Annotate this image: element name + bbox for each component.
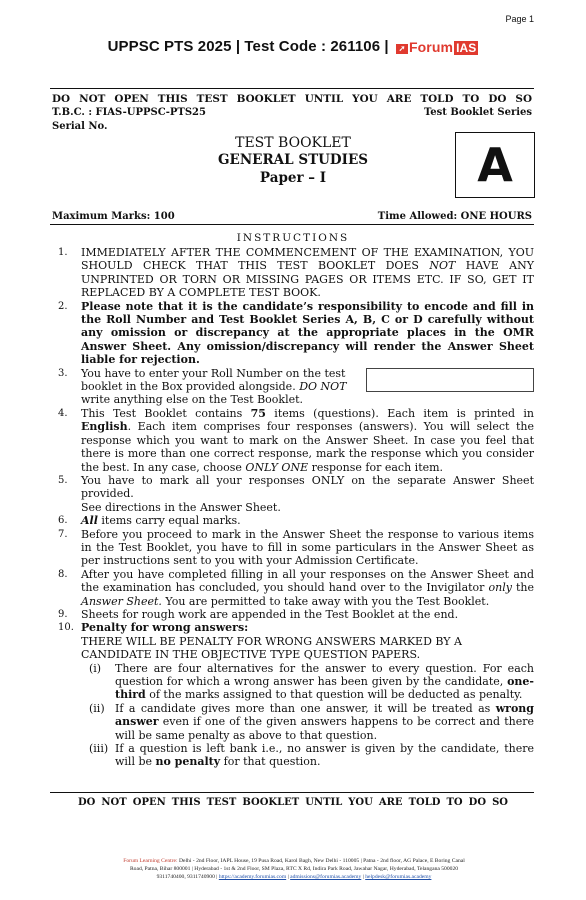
page-number: Page 1 [505,14,534,24]
instruction-7: 7. Before you proceed to mark in the Answer Sheet the response to various items in the Test Booklet, you have to fill in some particulars in the Answer Sheet as per instructions sent to you with your Admission Certificate. [58,527,534,568]
forumias-logo: ➚ Forum IAS [396,39,478,56]
instruction-3: 3. You have to enter your Roll Number on the test booklet in the Box provided alongside. DO NOT write anything else on the Test Booklet. [52,367,534,407]
penalty-rule-1: (i) There are four alternatives for the answer to every question. For each question for which a wrong answer has been given by the candidate, one-third of the marks assigned to that question will be deducted as penalty. [89,661,534,702]
mid-rule [50,224,534,225]
penalty-rule-3: (iii) If a question is left bank i.e., no answer is given by the candidate, there will be no penalty for that question. [89,742,534,769]
instructions-heading: INSTRUCTIONS [236,232,350,244]
instruction-1: 1. IMMEDIATELY AFTER THE COMMENCEMENT OF THE EXAMINATION, YOU SHOULD CHECK THAT THIS TEST BOOKLET DOES NOT HAVE ANY UNPRINTED OR TORN OR MISSING PAGES OR ITEMS ETC. IF SO, GET IT REPLACED BY A COMPLETE TEST BOOK. [58,246,534,300]
tbc-code: T.B.C. : FIAS-UPPSC-PTS25 [52,107,206,118]
serial-number: Serial No. [52,121,108,132]
page-header [0,38,586,56]
booklet-title: TEST BOOKLET [235,135,351,151]
series-box: A [455,132,535,198]
footer-centre-label: Forum Learning Centre: [123,858,178,864]
warning-top: DO NOT OPEN THIS TEST BOOKLET UNTIL YOU ARE TOLD TO DO SO [52,93,532,105]
roll-number-box [366,368,534,392]
arrow-icon: ➚ [396,44,408,54]
instruction-10: 10. Penalty for wrong answers: THERE WILL BE PENALTY FOR WRONG ANSWERS MARKED BY A CANDIDATE IN THE OBJECTIVE TYPE QUESTION PAPERS. (i) There are four alternatives for the answer to every question. For each question for which a wrong answer has been given by the candidate, one-third of the marks assigned to that question will be deducted as penalty. (ii) If a candidate gives more than one answer, it will be treated as wrong answer even if one of the given answers happens to be correct and there will be same penalty as above to that question. (iii) If a question is left bank i.e., no answer is given by the candidate, there will be no penalty for that question. [58,621,534,769]
booklet-subject: GENERAL STUDIES [218,152,368,168]
max-marks: Maximum Marks: 100 [52,211,175,222]
instruction-5: 5. You have to mark all your responses ONLY on the separate Answer Sheet provided. See directions in the Answer Sheet. [58,473,534,514]
booklet-paper: Paper – I [259,170,327,186]
instructions-list [52,246,534,769]
top-rule [50,88,534,89]
instruction-4: 4. This Test Booklet contains 75 items (questions). Each item is printed in English. Each item comprises four responses (answers). You will select the response which you want to mark on the Answer Sheet. In case you feel that there is more than one correct response, mark the response which you consider the best. In any case, choose ONLY ONE response for each item. [58,406,534,474]
header-title: UPPSC PTS 2025 | Test Code : 261106 | [107,38,389,55]
series-label: Test Booklet Series [423,107,532,118]
penalty-rule-2: (ii) If a candidate gives more than one answer, it will be treated as wrong answer even if one of the given answers happens to be correct and there will be same penalty as above to that question. [89,701,534,742]
website-link[interactable]: https://academy.forumias.com [218,874,287,881]
instruction-6: 6. All items carry equal marks. [58,514,241,528]
instruction-2: 2. Please note that it is the candidate’s responsibility to encode and fill in the Roll Number and Test Booklet Series A, B, C or D carefully without any omission or discrepancy at the appropriate places in the OMR Answer Sheet. Any omission/discrepancy will render the Answer Sheet liable for rejection. [58,299,534,367]
instruction-9: 9. Sheets for rough work are appended in the Test Booklet at the end. [58,607,459,621]
warning-bottom: DO NOT OPEN THIS TEST BOOKLET UNTIL YOU ARE TOLD TO DO SO [78,797,508,808]
time-allowed: Time Allowed: ONE HOURS [377,211,532,222]
footer: Forum Learning Centre: Delhi - 2nd Floor, IAPL House, 19 Pusa Road, Karol Bagh, New Delhi - 110005 | Patna - 2nd floor, AG Palace, E Boring Canal Road, Patna, Bihar 800001 | Hyderabad - 1st & 2nd Floor, SM Plaza, RTC X Rd, Indira Park Road, Jawahar Nagar, Hyderabad, Telangana 500020 9311740400, 9311740900 | https://academy.forumias.com | admissions@forumias.academy | helpdesk@forumias.academy [123,858,465,881]
admissions-email-link[interactable]: admissions@forumias.academy [290,874,362,881]
helpdesk-email-link[interactable]: helpdesk@forumias.academy [365,874,432,881]
instruction-8: 8. After you have completed filling in all your responses on the Answer Sheet and the examination has concluded, you should hand over to the Invigilator only the Answer Sheet. You are permitted to take away with you the Test Booklet. [58,567,534,608]
bottom-rule [50,792,534,793]
